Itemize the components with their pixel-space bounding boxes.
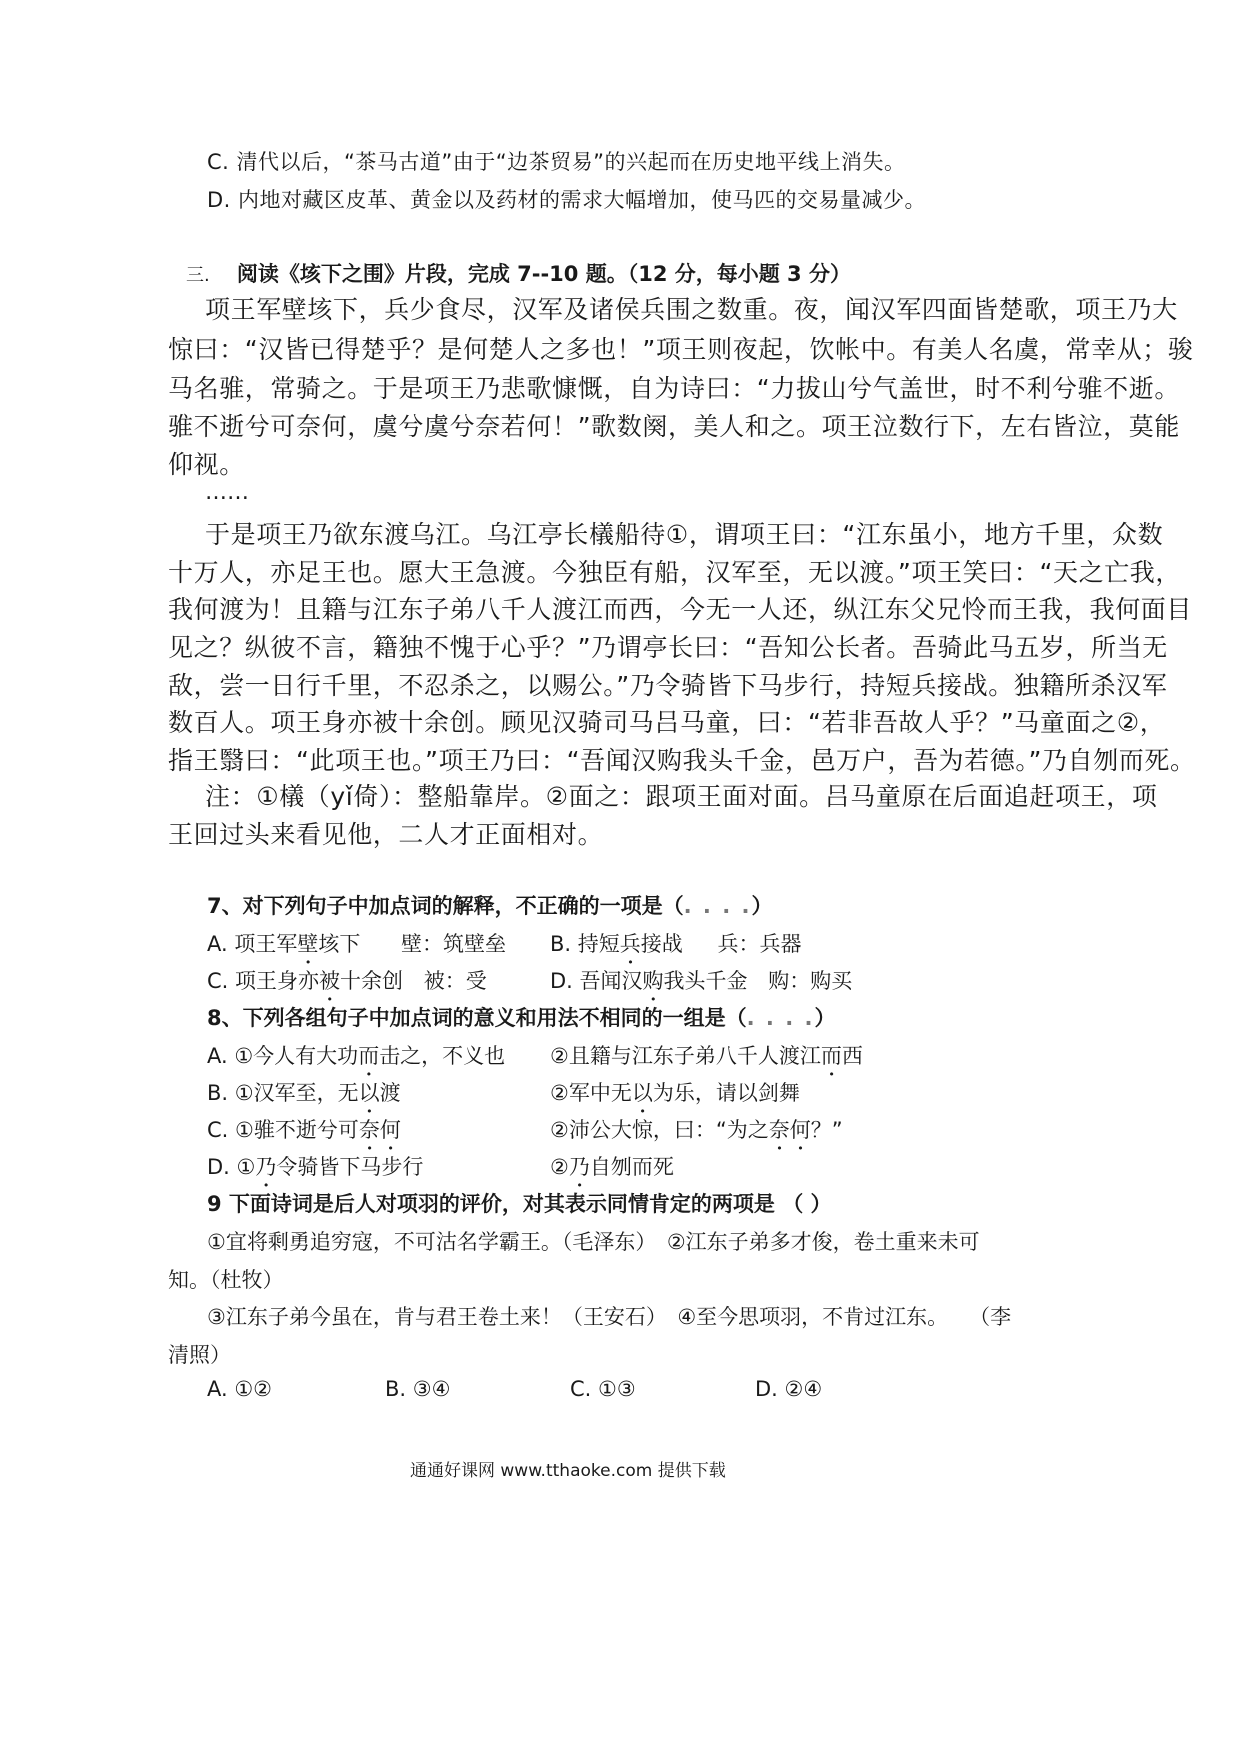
passage-line: 指王翳曰：“此项王也。”项王乃曰：“吾闻汉购我头千金，邑万户，吾为若德。”乃自刎而死。 (168, 746, 1196, 775)
dotted-word: 被 (319, 969, 341, 993)
option-text: ②军中无 (550, 1081, 632, 1105)
question-7-option-a (207, 928, 506, 969)
option-text: B. 持短 (550, 932, 620, 956)
question-8-option-c1 (207, 1114, 401, 1155)
dotted-word: 而 (358, 1044, 380, 1068)
question-8-option-d1 (207, 1151, 423, 1192)
question-7-option-c (207, 965, 487, 1006)
passage-line: 见之？纵彼不言，籍独不愧于心乎？”乃谓亭长曰：“吾知公长者。吾骑此马五岁，所当无 (168, 633, 1168, 662)
question-9-option-d: D. ②④ (755, 1377, 823, 1401)
option-d-prev: D. 内地对藏区皮革、黄金以及药材的需求大幅增加，使马匹的交易量减少。 (207, 188, 927, 212)
question-8-option-b1 (207, 1077, 401, 1118)
option-text: 西 (841, 1044, 863, 1068)
option-c-prev: C. 清代以后，“茶马古道”由于“边茶贸易”的兴起而在历史地平线上消失。 (207, 150, 906, 174)
answer-blank: . . . . (746, 1006, 815, 1030)
option-text: ②沛公大惊，曰：“为之 (550, 1118, 769, 1142)
option-text: 垓下 (318, 932, 361, 956)
question-7-close: ） (751, 894, 773, 918)
question-7-option-d (550, 965, 852, 1006)
question-8-option-b2 (550, 1077, 800, 1118)
option-text: ② (550, 1155, 569, 1179)
passage-line: 于是项王乃欲东渡乌江。乌江亭长檥船待①，谓项王曰：“江东虽小，地方千里，众数 (205, 520, 1164, 549)
option-gloss: 壁：筑壁垒 (401, 932, 507, 956)
passage-line: 敌，尝一日行千里，不忍杀之，以赐公。”乃令骑皆下马步行，持短兵接战。独籍所杀汉军 (168, 671, 1168, 700)
question-9-option-a: A. ①② (207, 1377, 272, 1401)
question-8-option-a2 (550, 1040, 863, 1081)
option-text: C. ①骓不逝兮可 (207, 1118, 359, 1142)
question-8-stem (207, 1002, 835, 1032)
dotted-word: 乃 (255, 1155, 277, 1179)
dotted-word: 而 (820, 1044, 842, 1068)
question-7-option-b (550, 928, 801, 969)
option-text: C. 项王身亦 (207, 969, 320, 993)
question-7-stem (207, 890, 772, 920)
passage-line: 我何渡为！且籍与江东子弟八千人渡江而西，今无一人还，纵江东父兄怜而王我，我何面目 (168, 595, 1193, 624)
dotted-word: 以 (358, 1081, 380, 1105)
option-gloss: 购：购买 (768, 969, 853, 993)
question-8-option-d2 (550, 1151, 674, 1192)
option-text: A. ①今人有大功 (207, 1044, 359, 1068)
question-8-close: ） (814, 1006, 836, 1030)
option-text: B. ①汉军至，无 (207, 1081, 359, 1105)
question-9-stem: 9 下面诗词是后人对项羽的评价，对其表示同情肯定的两项是 （ ） (207, 1192, 832, 1216)
option-text: 为乐，请以剑舞 (652, 1081, 800, 1105)
option-gloss: 兵：兵器 (717, 932, 802, 956)
option-text: D. 吾闻汉 (550, 969, 643, 993)
passage-line: 骓不逝兮可奈何，虞兮虞兮奈若何！”歌数阕，美人和之。项王泣数行下，左右皆泣，莫能 (168, 412, 1180, 441)
note-line: 王回过头来看见他，二人才正面相对。 (168, 820, 604, 849)
section-number: 三. (186, 265, 210, 286)
option-gloss: 被：受 (423, 969, 487, 993)
option-text: 接战 (640, 932, 683, 956)
option-text: ②且籍与江东子弟八千人渡江 (550, 1044, 821, 1068)
section-title: 阅读《垓下之围》片段，完成 7--10 题。（12 分，每小题 3 分） (236, 262, 851, 286)
question-8-option-a1 (207, 1040, 505, 1081)
question-7-text: 7、对下列句子中加点词的解释，不正确的一项是（ (207, 894, 684, 918)
option-text: ？” (810, 1118, 843, 1142)
dotted-word: 以 (631, 1081, 653, 1105)
dotted-word: 购 (642, 969, 664, 993)
dotted-word: 乃 (568, 1155, 590, 1179)
option-text: 我头千金 (663, 969, 748, 993)
option-text: 令骑皆下马步行 (276, 1155, 424, 1179)
passage-line: 数百人。项王身亦被十余创。顾见汉骑司马吕马童，曰：“若非吾故人乎？”马童面之②， (168, 708, 1166, 737)
question-8-text: 8、下列各组句子中加点词的意义和用法不相同的一组是（ (207, 1006, 747, 1030)
note-line: 注：①檥（yǐ倚）：整船靠岸。②面之：跟项王面对面。吕马童原在后面追赶项王，项 (205, 782, 1158, 811)
question-9-option-c: C. ①③ (570, 1377, 636, 1401)
passage-line: 惊曰：“汉皆已得楚乎？是何楚人之多也！”项王则夜起，饮帐中。有美人名虞，常幸从；骏 (168, 335, 1194, 364)
dotted-word: 壁 (297, 932, 319, 956)
passage-line: 仰视。 (168, 450, 245, 479)
option-text: 击之，不义也 (379, 1044, 506, 1068)
question-9-option-b: B. ③④ (385, 1377, 451, 1401)
page-footer: 通通好课网 www.tthaoke.com 提供下载 (410, 1461, 726, 1481)
dotted-word: 奈何 (768, 1118, 811, 1142)
option-text: D. ① (207, 1155, 256, 1179)
poem-line: 清照） (168, 1343, 231, 1367)
section-heading (186, 258, 851, 288)
option-text: 十余创 (340, 969, 404, 993)
question-8-option-c2 (550, 1114, 843, 1155)
dotted-word: 奈何 (358, 1118, 401, 1142)
poem-line: ①宜将剩勇追穷寇，不可沽名学霸王。（毛泽东） ②江东子弟多才俊，卷土重来未可 (207, 1230, 980, 1254)
dotted-word: 兵 (619, 932, 641, 956)
passage-line: 项王军壁垓下，兵少食尽，汉军及诸侯兵围之数重。夜，闻汉军四面皆楚歌，项王乃大 (205, 295, 1178, 324)
passage-line: 十万人，亦足王也。愿大王急渡。今独臣有船，汉军至，无以渡。”项王笑曰：“天之亡我， (168, 558, 1182, 587)
option-text: A. 项王军 (207, 932, 298, 956)
option-text: 渡 (379, 1081, 401, 1105)
poem-line: ③江东子弟今虽在，肯与君王卷土来！（王安石） ④至今思项羽，不肯过江东。 （李 (207, 1305, 1012, 1329)
poem-line: 知。（杜牧） (168, 1268, 284, 1292)
passage-line: 马名骓，常骑之。于是项王乃悲歌慷慨，自为诗曰：“力拔山兮气盖世，时不利兮骓不逝。 (168, 374, 1180, 403)
ellipsis: …… (205, 480, 249, 505)
answer-blank: . . . . (683, 894, 752, 918)
option-text: 自刎而死 (589, 1155, 674, 1179)
